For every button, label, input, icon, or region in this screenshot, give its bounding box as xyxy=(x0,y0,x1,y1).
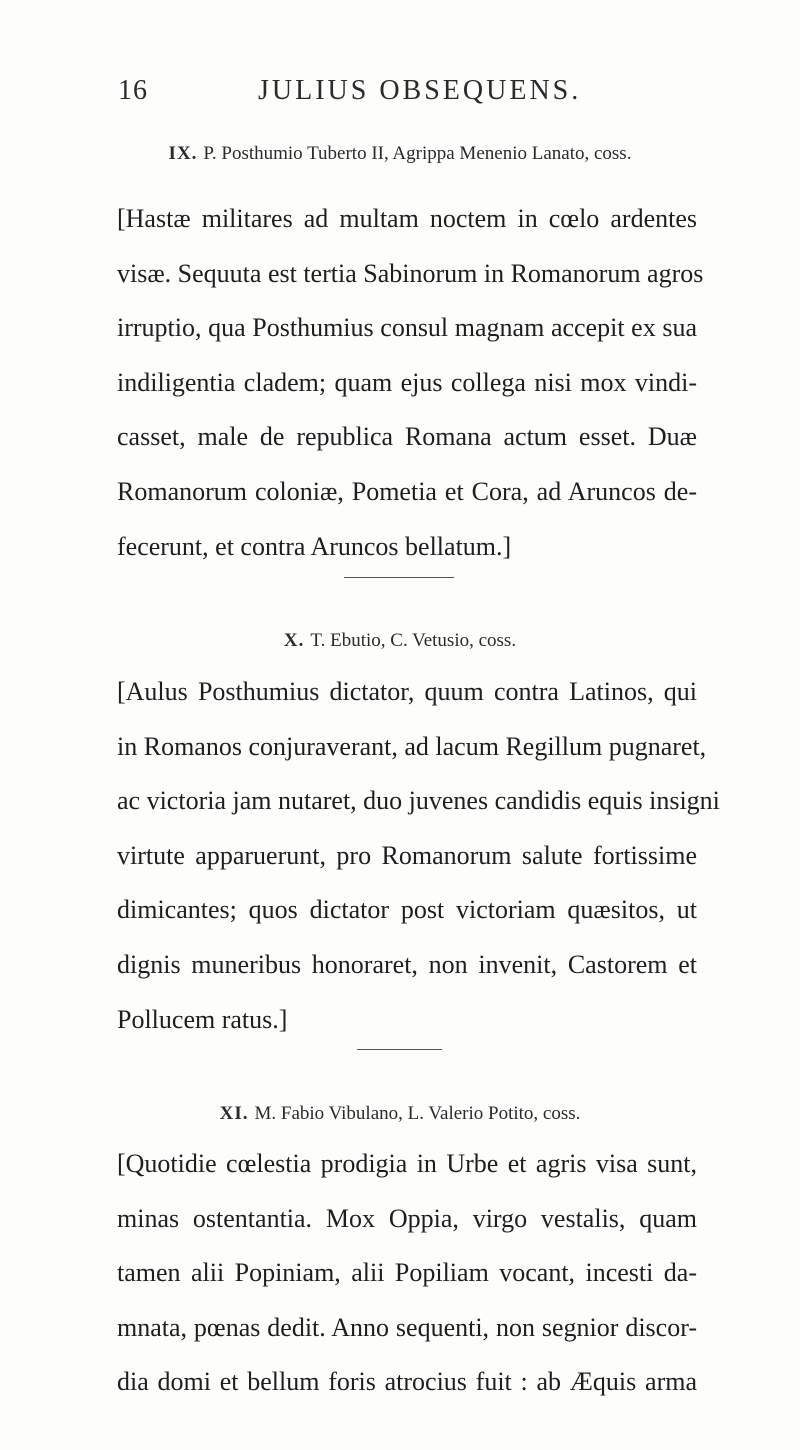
text-line: [Quotidie cœlestia prodigia in Urbe et agris visa sunt, xyxy=(117,1149,697,1178)
section-consuls: M. Fabio Vibulano, L. Valerio Potito, coss. xyxy=(254,1103,581,1124)
text-line: tamen alii Popiniam, alii Popiliam vocant, incesti da- xyxy=(117,1258,697,1288)
section-consuls: P. Posthumio Tuberto II, Agrippa Menenio Lanato, coss. xyxy=(203,143,632,164)
text-line: [Aulus Posthumius dictator, quum contra Latinos, qui xyxy=(117,677,697,706)
text-line: fecerunt, et contra Aruncos bellatum.] xyxy=(117,531,512,561)
text-line: ac victoria jam nutaret, duo juvenes candidis equis insigni xyxy=(117,786,720,816)
section-divider xyxy=(344,577,454,578)
section-heading-ix xyxy=(0,143,800,165)
section-divider xyxy=(357,1049,442,1050)
text-line: casset, male de republica Romana actum esset. Duæ xyxy=(117,422,697,452)
text-line: indiligentia cladem; quam ejus collega nisi mox vindi- xyxy=(117,367,697,397)
section-heading-xi xyxy=(0,1103,800,1125)
text-line: visæ. Sequuta est tertia Sabinorum in Romanorum agros xyxy=(117,258,704,288)
section-consuls: T. Ebutio, C. Vetusio, coss. xyxy=(310,630,517,651)
text-line: irruptio, qua Posthumius consul magnam accepit ex sua xyxy=(117,313,697,343)
text-line: mnata, pœnas dedit. Anno sequenti, non segnior discor- xyxy=(117,1312,697,1342)
section-xi-text xyxy=(117,1137,697,1410)
text-line: dimicantes; quos dictator post victoriam quæsitos, ut xyxy=(117,895,697,925)
text-line: [Hastæ militares ad multam noctem in cœlo ardentes xyxy=(117,204,697,233)
section-number: IX. xyxy=(168,143,198,164)
section-heading-x xyxy=(0,630,800,652)
page-number: 16 xyxy=(118,75,148,106)
section-ix-text xyxy=(117,192,704,574)
text-line: Romanorum coloniæ, Pometia et Cora, ad Aruncos de- xyxy=(117,476,697,506)
section-number: XI. xyxy=(219,1103,249,1124)
text-line: Pollucem ratus.] xyxy=(117,1004,288,1034)
text-line: in Romanos conjuraverant, ad lacum Regillum pugnaret, xyxy=(117,731,707,761)
running-head xyxy=(118,75,688,115)
text-line: dia domi et bellum foris atrocius fuit : ab Æquis arma xyxy=(117,1367,697,1397)
section-number: X. xyxy=(283,630,305,651)
section-x-text xyxy=(117,665,720,1047)
text-line: virtute apparuerunt, pro Romanorum salute fortissime xyxy=(117,840,697,870)
text-line: dignis muneribus honoraret, non invenit, Castorem et xyxy=(117,949,697,979)
running-title: JULIUS OBSEQUENS. xyxy=(258,75,582,106)
text-line: minas ostentantia. Mox Oppia, virgo vestalis, quam xyxy=(117,1203,697,1233)
